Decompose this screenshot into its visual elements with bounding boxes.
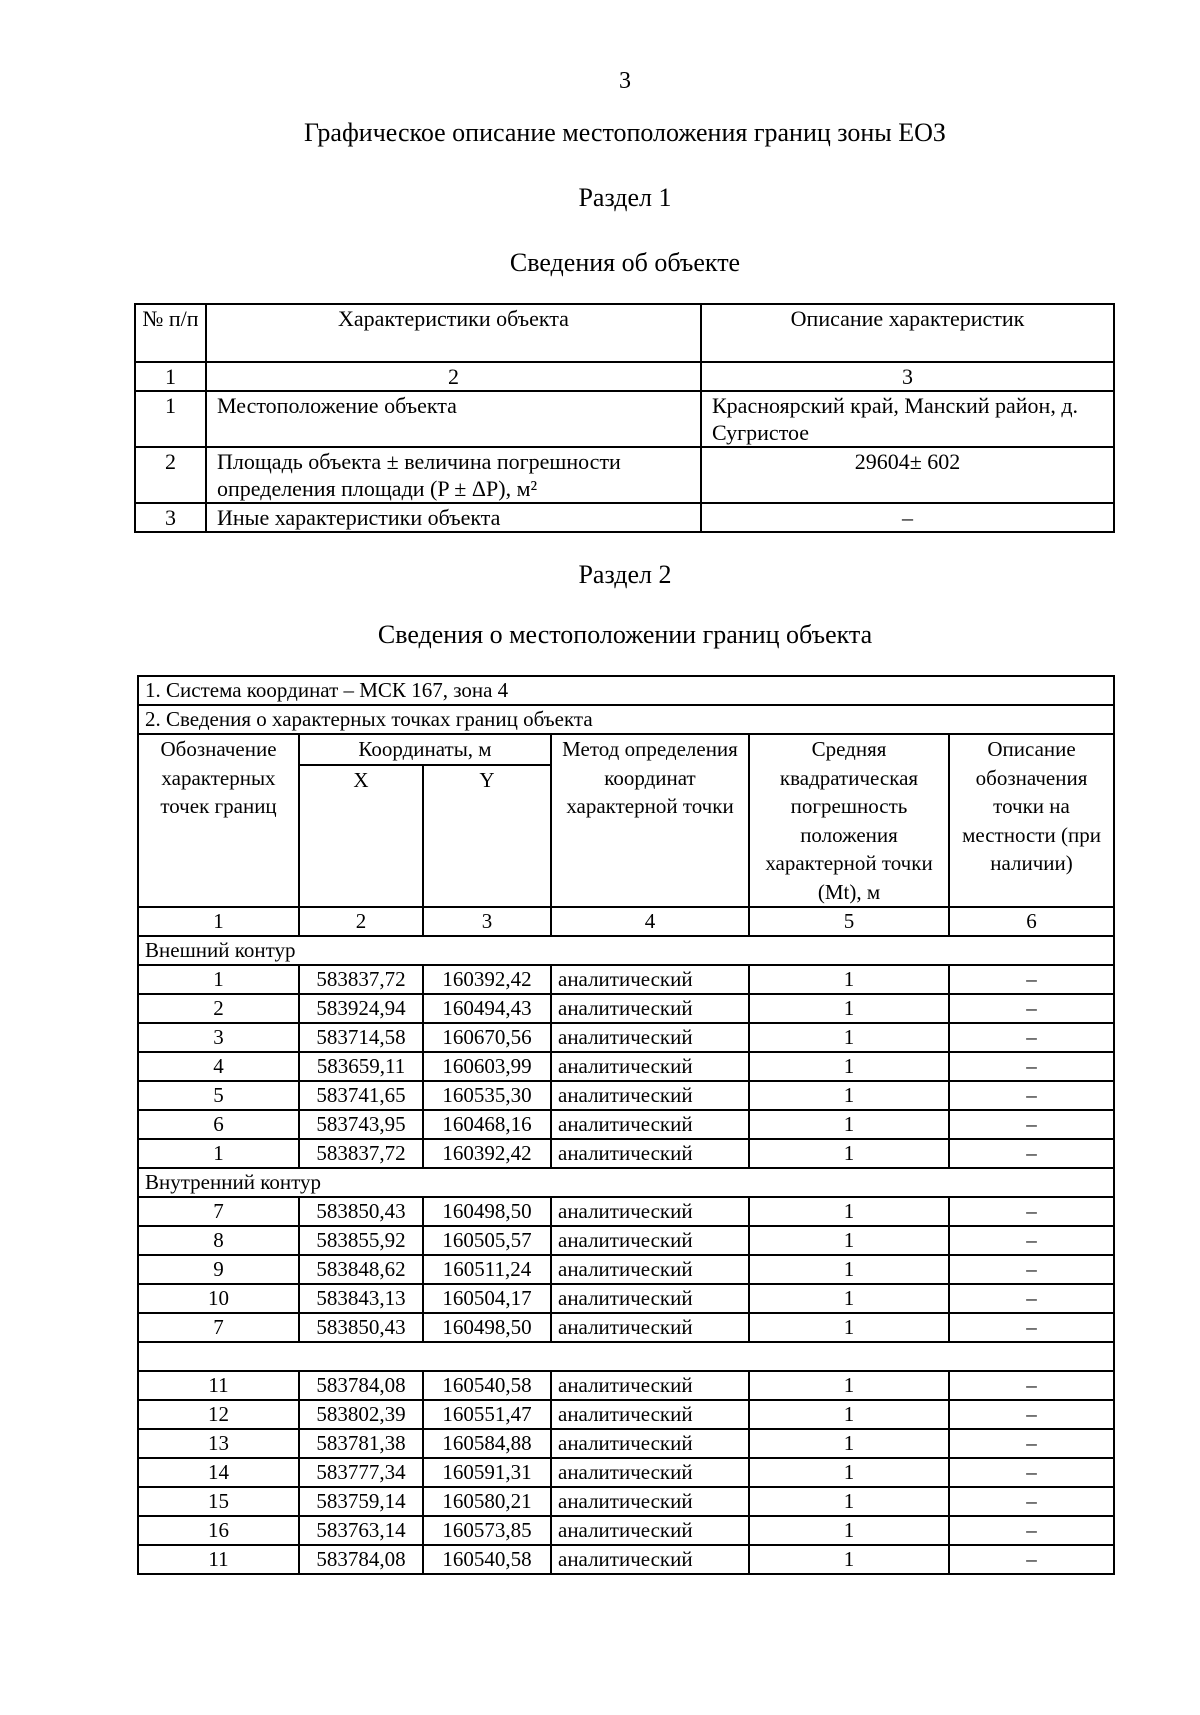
- table-row: [138, 1023, 1114, 1052]
- point-description: –: [949, 1197, 1114, 1226]
- coord-x: 583743,95: [299, 1110, 423, 1139]
- point-id: 11: [138, 1545, 299, 1574]
- table-row: [138, 1139, 1114, 1168]
- point-id: 11: [138, 1371, 299, 1400]
- point-id: 13: [138, 1429, 299, 1458]
- point-description: –: [949, 1081, 1114, 1110]
- method: аналитический: [551, 1458, 749, 1487]
- object-info-table: [134, 303, 1115, 533]
- table-row: [138, 1052, 1114, 1081]
- coord-x: 583837,72: [299, 965, 423, 994]
- points-title: 2. Сведения о характерных точках границ объекта: [138, 705, 1114, 734]
- header-characteristics: Характеристики объекта: [206, 304, 701, 362]
- error-value: 1: [749, 1052, 949, 1081]
- inner-contour-label: Внутренний контур: [138, 1168, 1114, 1197]
- document-title: Графическое описание местоположения границ зоны ЕОЗ: [304, 118, 946, 147]
- section2-heading: Раздел 2: [578, 560, 672, 589]
- error-value: 1: [749, 1110, 949, 1139]
- point-id: 16: [138, 1516, 299, 1545]
- header-coordinates: Координаты, м: [299, 734, 551, 765]
- coord-x: 583759,14: [299, 1487, 423, 1516]
- error-value: 1: [749, 1313, 949, 1342]
- col-number: 1: [135, 362, 206, 391]
- coord-x: 583802,39: [299, 1400, 423, 1429]
- error-value: 1: [749, 1400, 949, 1429]
- coord-x: 583855,92: [299, 1226, 423, 1255]
- error-value: 1: [749, 1545, 949, 1574]
- col-number: 6: [949, 907, 1114, 936]
- point-description: –: [949, 1400, 1114, 1429]
- coord-x: 583850,43: [299, 1313, 423, 1342]
- table-row: [138, 1458, 1114, 1487]
- point-id: 7: [138, 1197, 299, 1226]
- method: аналитический: [551, 1284, 749, 1313]
- method: аналитический: [551, 1516, 749, 1545]
- point-description: –: [949, 1429, 1114, 1458]
- method: аналитический: [551, 1023, 749, 1052]
- coord-y: 160494,43: [423, 994, 551, 1023]
- method: аналитический: [551, 1255, 749, 1284]
- coord-y: 160540,58: [423, 1371, 551, 1400]
- coord-x: 583777,34: [299, 1458, 423, 1487]
- method: аналитический: [551, 1487, 749, 1516]
- coord-y: 160504,17: [423, 1284, 551, 1313]
- error-value: 1: [749, 1458, 949, 1487]
- coord-y: 160505,57: [423, 1226, 551, 1255]
- table-row: [138, 994, 1114, 1023]
- coord-x: 583850,43: [299, 1197, 423, 1226]
- coord-x: 583659,11: [299, 1052, 423, 1081]
- coord-y: 160591,31: [423, 1458, 551, 1487]
- col-number: 3: [423, 907, 551, 936]
- header-number: № п/п: [135, 304, 206, 362]
- method: аналитический: [551, 1400, 749, 1429]
- table-row: [138, 1545, 1114, 1574]
- point-description: –: [949, 1023, 1114, 1052]
- coord-y: 160498,50: [423, 1197, 551, 1226]
- method: аналитический: [551, 1081, 749, 1110]
- point-description: –: [949, 1255, 1114, 1284]
- row-number: 1: [135, 391, 206, 447]
- method: аналитический: [551, 1052, 749, 1081]
- coord-x: 583714,58: [299, 1023, 423, 1052]
- header-x: X: [299, 765, 423, 907]
- point-id: 1: [138, 965, 299, 994]
- coord-x: 583784,08: [299, 1545, 423, 1574]
- page-number: 3: [619, 68, 631, 94]
- row-value: Красноярский край, Манский район, д. Сугристое: [701, 391, 1114, 447]
- table-row: [138, 1371, 1114, 1400]
- header-y: Y: [423, 765, 551, 907]
- coordinate-system: 1. Система координат – МСК 167, зона 4: [138, 676, 1114, 705]
- table-row: [138, 1429, 1114, 1458]
- blank-row: [138, 1342, 1114, 1371]
- point-id: 5: [138, 1081, 299, 1110]
- header-method: Метод определения координат характерной точки: [551, 734, 749, 907]
- coord-x: 583924,94: [299, 994, 423, 1023]
- point-description: –: [949, 1545, 1114, 1574]
- boundary-points-table: [137, 675, 1115, 1575]
- section1-subheading: Сведения об объекте: [509, 248, 741, 277]
- coord-x: 583741,65: [299, 1081, 423, 1110]
- row-value: –: [701, 503, 1114, 532]
- error-value: 1: [749, 1429, 949, 1458]
- table-row: [135, 503, 1114, 532]
- row-name: Местоположение объекта: [206, 391, 701, 447]
- error-value: 1: [749, 1516, 949, 1545]
- point-id: 6: [138, 1110, 299, 1139]
- table-row: [138, 1226, 1114, 1255]
- method: аналитический: [551, 1226, 749, 1255]
- point-description: –: [949, 1226, 1114, 1255]
- section1-heading: Раздел 1: [578, 183, 672, 212]
- point-id: 8: [138, 1226, 299, 1255]
- header-designation: Обозначение характерных точек границ: [138, 734, 299, 907]
- header-error: Средняя квадратическая погрешность положения характерной точки (Mt), м: [749, 734, 949, 907]
- table-row: [138, 965, 1114, 994]
- col-number: 2: [299, 907, 423, 936]
- coord-y: 160580,21: [423, 1487, 551, 1516]
- outer-contour-label: Внешний контур: [138, 936, 1114, 965]
- error-value: 1: [749, 1139, 949, 1168]
- row-name: Площадь объекта ± величина погрешности определения площади (P ± ΔP), м²: [206, 447, 701, 503]
- point-id: 12: [138, 1400, 299, 1429]
- point-id: 14: [138, 1458, 299, 1487]
- coord-y: 160535,30: [423, 1081, 551, 1110]
- error-value: 1: [749, 1023, 949, 1052]
- table-row: [135, 447, 1114, 503]
- point-description: –: [949, 1371, 1114, 1400]
- coord-y: 160540,58: [423, 1545, 551, 1574]
- coord-y: 160498,50: [423, 1313, 551, 1342]
- error-value: 1: [749, 1197, 949, 1226]
- point-id: 4: [138, 1052, 299, 1081]
- coord-y: 160468,16: [423, 1110, 551, 1139]
- point-description: –: [949, 1284, 1114, 1313]
- coord-y: 160392,42: [423, 1139, 551, 1168]
- point-id: 3: [138, 1023, 299, 1052]
- table-row: [138, 1110, 1114, 1139]
- col-number: 5: [749, 907, 949, 936]
- coord-y: 160511,24: [423, 1255, 551, 1284]
- method: аналитический: [551, 1429, 749, 1458]
- point-description: –: [949, 1110, 1114, 1139]
- row-number: 3: [135, 503, 206, 532]
- method: аналитический: [551, 1313, 749, 1342]
- col-number: 3: [701, 362, 1114, 391]
- method: аналитический: [551, 1139, 749, 1168]
- method: аналитический: [551, 965, 749, 994]
- header-description: Описание характеристик: [701, 304, 1114, 362]
- error-value: 1: [749, 1226, 949, 1255]
- col-number: 2: [206, 362, 701, 391]
- section2-subheading: Сведения о местоположении границ объекта: [377, 620, 873, 649]
- coord-x: 583843,13: [299, 1284, 423, 1313]
- coord-y: 160603,99: [423, 1052, 551, 1081]
- point-id: 7: [138, 1313, 299, 1342]
- col-number: 4: [551, 907, 749, 936]
- table-row: [138, 1516, 1114, 1545]
- table-row: [138, 1255, 1114, 1284]
- header-point-description: Описание обозначения точки на местности (при наличии): [949, 734, 1114, 907]
- coord-x: 583763,14: [299, 1516, 423, 1545]
- error-value: 1: [749, 1081, 949, 1110]
- point-id: 15: [138, 1487, 299, 1516]
- coord-y: 160392,42: [423, 965, 551, 994]
- coord-y: 160573,85: [423, 1516, 551, 1545]
- table-row: [138, 1487, 1114, 1516]
- col-number: 1: [138, 907, 299, 936]
- method: аналитический: [551, 1110, 749, 1139]
- error-value: 1: [749, 1255, 949, 1284]
- method: аналитический: [551, 1197, 749, 1226]
- coord-x: 583848,62: [299, 1255, 423, 1284]
- row-name: Иные характеристики объекта: [206, 503, 701, 532]
- table-row: [138, 1081, 1114, 1110]
- point-id: 9: [138, 1255, 299, 1284]
- coord-x: 583784,08: [299, 1371, 423, 1400]
- point-id: 2: [138, 994, 299, 1023]
- table-row: [138, 1400, 1114, 1429]
- table-row: [135, 391, 1114, 447]
- coord-y: 160551,47: [423, 1400, 551, 1429]
- error-value: 1: [749, 965, 949, 994]
- point-description: –: [949, 965, 1114, 994]
- coord-x: 583781,38: [299, 1429, 423, 1458]
- coord-y: 160584,88: [423, 1429, 551, 1458]
- method: аналитический: [551, 1545, 749, 1574]
- point-id: 1: [138, 1139, 299, 1168]
- error-value: 1: [749, 994, 949, 1023]
- table-row: [138, 1313, 1114, 1342]
- method: аналитический: [551, 1371, 749, 1400]
- error-value: 1: [749, 1284, 949, 1313]
- row-value: 29604± 602: [701, 447, 1114, 503]
- row-number: 2: [135, 447, 206, 503]
- point-id: 10: [138, 1284, 299, 1313]
- table-row: [138, 1197, 1114, 1226]
- point-description: –: [949, 1487, 1114, 1516]
- point-description: –: [949, 1313, 1114, 1342]
- error-value: 1: [749, 1487, 949, 1516]
- coord-y: 160670,56: [423, 1023, 551, 1052]
- table-row: [138, 1284, 1114, 1313]
- method: аналитический: [551, 994, 749, 1023]
- point-description: –: [949, 1139, 1114, 1168]
- point-description: –: [949, 1516, 1114, 1545]
- coord-x: 583837,72: [299, 1139, 423, 1168]
- point-description: –: [949, 1052, 1114, 1081]
- point-description: –: [949, 1458, 1114, 1487]
- point-description: –: [949, 994, 1114, 1023]
- error-value: 1: [749, 1371, 949, 1400]
